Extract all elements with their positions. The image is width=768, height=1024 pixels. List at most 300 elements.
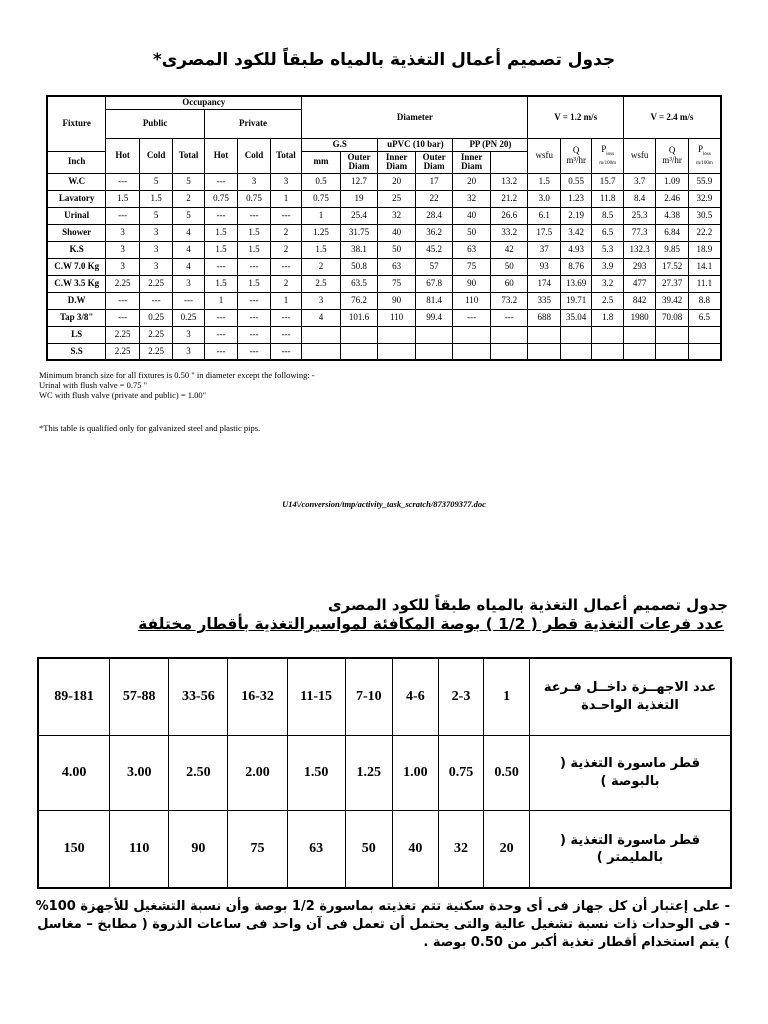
cell-pp-inner: 26.6 bbox=[490, 207, 528, 224]
cell-public-total: 3 bbox=[173, 275, 204, 292]
cell-p-2: 18.9 bbox=[688, 241, 721, 258]
cell-pp-inner: 33.2 bbox=[490, 224, 528, 241]
device-count-cell: 7-10 bbox=[345, 658, 393, 735]
cell-pp-inner bbox=[490, 326, 528, 343]
cell-wsfu-2: 77.3 bbox=[623, 224, 655, 241]
device-count-cell: 1 bbox=[484, 658, 530, 735]
cell-wsfu-2: 293 bbox=[623, 258, 655, 275]
cell-private-total: 1 bbox=[270, 292, 301, 309]
cell-public-total: 4 bbox=[173, 224, 204, 241]
cell-public-cold: 3 bbox=[139, 241, 172, 258]
cell-upvc-inner: 22 bbox=[415, 190, 453, 207]
header-upvc: uPVC (10 bar) bbox=[378, 138, 453, 151]
header-public-total: Total bbox=[173, 138, 204, 173]
device-count-cell: 11-15 bbox=[287, 658, 345, 735]
cell-p-1: 6.5 bbox=[592, 224, 623, 241]
cell-pp-outer: 32 bbox=[453, 190, 491, 207]
cell-private-total: --- bbox=[270, 258, 301, 275]
cell-gs-mm: 50.8 bbox=[340, 258, 378, 275]
cell-gs-inch: 1.5 bbox=[302, 241, 341, 258]
header-q-2 bbox=[656, 138, 688, 173]
table-row bbox=[47, 173, 721, 190]
cell-p-1: 3.9 bbox=[592, 258, 623, 275]
diameter-inch-cell: 0.50 bbox=[484, 735, 530, 811]
fixture-table-body bbox=[47, 173, 721, 360]
cell-public-cold: 3 bbox=[139, 258, 172, 275]
cell-private-cold: 0.75 bbox=[238, 190, 270, 207]
cell-public-hot: --- bbox=[106, 207, 139, 224]
cell-q-1: 8.76 bbox=[560, 258, 591, 275]
cell-public-total: 3 bbox=[173, 326, 204, 343]
header-velocity-1: V = 1.2 m/s bbox=[528, 96, 623, 138]
cell-private-cold: --- bbox=[238, 258, 270, 275]
device-count-cell: 57-88 bbox=[110, 658, 169, 735]
cell-gs-mm: 12.7 bbox=[340, 173, 378, 190]
table-row bbox=[47, 275, 721, 292]
device-count-cell: 2-3 bbox=[438, 658, 484, 735]
q-unit: m³/hr bbox=[662, 154, 682, 165]
diameter-mm-cell: 50 bbox=[345, 811, 393, 888]
note-urinal: Urinal with flush valve = 0.75 " bbox=[39, 380, 148, 390]
diameter-mm-cell: 20 bbox=[484, 811, 530, 888]
cell-gs-mm: 63.5 bbox=[340, 275, 378, 292]
device-count-cell: 16-32 bbox=[228, 658, 287, 735]
cell-public-hot: 3 bbox=[106, 224, 139, 241]
header-wsfu-2: wsfu bbox=[623, 138, 655, 173]
cell-q-1: 2.19 bbox=[560, 207, 591, 224]
cell-gs-mm bbox=[340, 343, 378, 360]
cell-wsfu-1: 335 bbox=[528, 292, 560, 309]
cell-pp-outer: 50 bbox=[453, 224, 491, 241]
cell-public-hot: 1.5 bbox=[106, 190, 139, 207]
cell-upvc-inner: 45.2 bbox=[415, 241, 453, 258]
header-pp: PP (PN 20) bbox=[453, 138, 528, 151]
header-public-cold: Cold bbox=[139, 138, 172, 173]
cell-private-cold: 1.5 bbox=[238, 224, 270, 241]
cell-gs-inch: 0.75 bbox=[302, 190, 341, 207]
cell-q-1: 1.23 bbox=[560, 190, 591, 207]
header-fixture: Fixture bbox=[47, 96, 106, 151]
device-count-cell: 4-6 bbox=[393, 658, 439, 735]
cell-private-cold: --- bbox=[238, 309, 270, 326]
cell-upvc-inner: 81.4 bbox=[415, 292, 453, 309]
cell-upvc-outer: 63 bbox=[378, 258, 416, 275]
diameter-inch-cell: 2.00 bbox=[228, 735, 287, 811]
header-p-2 bbox=[688, 138, 721, 173]
header-private: Private bbox=[204, 109, 301, 138]
cell-pp-inner: 21.2 bbox=[490, 190, 528, 207]
cell-private-total: 2 bbox=[270, 224, 301, 241]
cell-pp-outer: 90 bbox=[453, 275, 491, 292]
cell-q-1: 13.69 bbox=[560, 275, 591, 292]
cell-upvc-outer: 25 bbox=[378, 190, 416, 207]
row-diameter-mm bbox=[38, 811, 731, 888]
cell-p-1: 1.8 bbox=[592, 309, 623, 326]
cell-upvc-inner: 28.4 bbox=[415, 207, 453, 224]
diameter-inch-cell: 1.25 bbox=[345, 735, 393, 811]
cell-private-total: 2 bbox=[270, 241, 301, 258]
cell-wsfu-1 bbox=[528, 343, 560, 360]
p-unit: m/100m bbox=[696, 160, 713, 166]
cell-public-cold: --- bbox=[139, 292, 172, 309]
cell-public-hot: 2.25 bbox=[106, 343, 139, 360]
cell-private-cold: --- bbox=[238, 343, 270, 360]
cell-upvc-outer bbox=[378, 326, 416, 343]
p-label: P bbox=[698, 143, 704, 154]
cell-fixture: C.W 7.0 Kg bbox=[47, 258, 106, 275]
cell-p-1: 11.8 bbox=[592, 190, 623, 207]
cell-wsfu-1 bbox=[528, 326, 560, 343]
cell-gs-inch: 0.5 bbox=[302, 173, 341, 190]
cell-gs-inch: 4 bbox=[302, 309, 341, 326]
cell-q-1 bbox=[560, 343, 591, 360]
cell-wsfu-2: 1980 bbox=[623, 309, 655, 326]
cell-private-cold: --- bbox=[238, 326, 270, 343]
cell-p-2: 30.5 bbox=[688, 207, 721, 224]
cell-p-1: 3.2 bbox=[592, 275, 623, 292]
cell-private-hot: 1.5 bbox=[204, 224, 237, 241]
cell-p-2 bbox=[688, 343, 721, 360]
cell-fixture: K.S bbox=[47, 241, 106, 258]
cell-private-hot: 1.5 bbox=[204, 241, 237, 258]
diameter-inch-cell: 2.50 bbox=[169, 735, 228, 811]
diameter-mm-cell: 75 bbox=[228, 811, 287, 888]
section2-title: جدول تصميم أعمال التغذية بالمياه طبقاً للكود المصرى bbox=[327, 596, 728, 614]
cell-pp-outer: 20 bbox=[453, 173, 491, 190]
header-velocity-2: V = 2.4 m/s bbox=[623, 96, 721, 138]
cell-public-hot: --- bbox=[106, 309, 139, 326]
header-upvc-inner: Inner Diam bbox=[378, 151, 416, 173]
cell-pp-inner: 42 bbox=[490, 241, 528, 258]
cell-gs-inch: 1 bbox=[302, 207, 341, 224]
fixture-design-table bbox=[46, 95, 722, 361]
header-pp-outer: Outer Diam bbox=[415, 151, 453, 173]
header-private-hot: Hot bbox=[204, 138, 237, 173]
header-diameter: Diameter bbox=[302, 96, 528, 138]
cell-q-2: 70.08 bbox=[656, 309, 688, 326]
cell-p-1: 15.7 bbox=[592, 173, 623, 190]
header-public-hot: Hot bbox=[106, 138, 139, 173]
cell-p-2: 55.9 bbox=[688, 173, 721, 190]
cell-wsfu-1: 37 bbox=[528, 241, 560, 258]
cell-private-hot: --- bbox=[204, 173, 237, 190]
cell-upvc-inner bbox=[415, 326, 453, 343]
cell-q-2: 1.09 bbox=[656, 173, 688, 190]
header-occupancy: Occupancy bbox=[106, 96, 302, 109]
cell-pp-inner: 73.2 bbox=[490, 292, 528, 309]
cell-private-cold: 1.5 bbox=[238, 241, 270, 258]
cell-wsfu-2: 132.3 bbox=[623, 241, 655, 258]
cell-gs-mm: 25.4 bbox=[340, 207, 378, 224]
diameter-inch-label: قطر ماسورة التغذية ( بالبوصة ) bbox=[530, 735, 732, 811]
diameter-mm-cell: 40 bbox=[393, 811, 439, 888]
section2-notes bbox=[30, 898, 730, 952]
cell-gs-mm: 31.75 bbox=[340, 224, 378, 241]
cell-gs-mm: 76.2 bbox=[340, 292, 378, 309]
diameter-mm-cell: 150 bbox=[38, 811, 110, 888]
cell-q-2: 2.46 bbox=[656, 190, 688, 207]
cell-pp-outer: 75 bbox=[453, 258, 491, 275]
cell-pp-inner: --- bbox=[490, 309, 528, 326]
cell-fixture: C.W 3.5 Kg bbox=[47, 275, 106, 292]
cell-fixture: W.C bbox=[47, 173, 106, 190]
cell-gs-inch: 2 bbox=[302, 258, 341, 275]
cell-wsfu-2: 842 bbox=[623, 292, 655, 309]
note-min-branch: Minimum branch size for all fixtures is 0.50 " in diameter except the following: - bbox=[39, 370, 315, 380]
cell-private-cold: 3 bbox=[238, 173, 270, 190]
cell-private-cold: 1.5 bbox=[238, 275, 270, 292]
diameter-mm-label: قطر ماسورة التغذية ( بالمليمتر ) bbox=[530, 811, 732, 888]
cell-upvc-inner: 57 bbox=[415, 258, 453, 275]
table-row bbox=[47, 343, 721, 360]
cell-private-cold: --- bbox=[238, 292, 270, 309]
cell-upvc-outer: 75 bbox=[378, 275, 416, 292]
cell-p-1: 2.5 bbox=[592, 292, 623, 309]
branch-diameter-table bbox=[37, 657, 732, 889]
cell-upvc-outer: 50 bbox=[378, 241, 416, 258]
cell-public-hot: --- bbox=[106, 292, 139, 309]
cell-q-1: 35.04 bbox=[560, 309, 591, 326]
cell-pp-outer: 40 bbox=[453, 207, 491, 224]
cell-upvc-inner: 99.4 bbox=[415, 309, 453, 326]
cell-q-2: 4.38 bbox=[656, 207, 688, 224]
cell-q-1: 19.71 bbox=[560, 292, 591, 309]
cell-fixture: D.W bbox=[47, 292, 106, 309]
cell-upvc-inner: 17 bbox=[415, 173, 453, 190]
cell-public-cold: 3 bbox=[139, 224, 172, 241]
cell-private-hot: --- bbox=[204, 207, 237, 224]
cell-private-total: --- bbox=[270, 309, 301, 326]
cell-q-2: 27.37 bbox=[656, 275, 688, 292]
diameter-inch-cell: 4.00 bbox=[38, 735, 110, 811]
cell-private-hot: --- bbox=[204, 258, 237, 275]
cell-wsfu-2: 3.7 bbox=[623, 173, 655, 190]
cell-fixture: Lavatory bbox=[47, 190, 106, 207]
cell-gs-inch: 3 bbox=[302, 292, 341, 309]
header-upvc-outer: Outer Diam bbox=[340, 151, 378, 173]
table-row bbox=[47, 292, 721, 309]
diameter-mm-cell: 110 bbox=[110, 811, 169, 888]
header-public: Public bbox=[106, 109, 204, 138]
cell-upvc-outer: 20 bbox=[378, 173, 416, 190]
diameter-inch-cell: 1.50 bbox=[287, 735, 345, 811]
p-unit: m/100m bbox=[599, 160, 616, 166]
cell-q-1 bbox=[560, 326, 591, 343]
cell-p-1: 5.3 bbox=[592, 241, 623, 258]
cell-upvc-outer: 32 bbox=[378, 207, 416, 224]
cell-gs-inch bbox=[302, 326, 341, 343]
cell-p-2 bbox=[688, 326, 721, 343]
cell-private-total: --- bbox=[270, 343, 301, 360]
cell-q-2: 39.42 bbox=[656, 292, 688, 309]
cell-private-hot: --- bbox=[204, 309, 237, 326]
cell-upvc-outer: 90 bbox=[378, 292, 416, 309]
cell-p-2: 32.9 bbox=[688, 190, 721, 207]
row-diameter-inch bbox=[38, 735, 731, 811]
q-unit: m³/hr bbox=[566, 154, 587, 165]
cell-gs-mm: 19 bbox=[340, 190, 378, 207]
cell-public-total: 5 bbox=[173, 207, 204, 224]
header-mm: mm bbox=[302, 151, 341, 173]
table-row bbox=[47, 258, 721, 275]
page-title: جدول تصميم أعمال التغذية بالمياه طبقاً للكود المصرى* bbox=[152, 50, 616, 70]
cell-public-cold: 5 bbox=[139, 173, 172, 190]
cell-upvc-outer: 110 bbox=[378, 309, 416, 326]
cell-pp-inner bbox=[490, 343, 528, 360]
cell-fixture: Urinal bbox=[47, 207, 106, 224]
cell-gs-mm: 38.1 bbox=[340, 241, 378, 258]
table-row bbox=[47, 309, 721, 326]
note-qualification: *This table is qualified only for galvanized steel and plastic pips. bbox=[39, 423, 261, 433]
cell-wsfu-1: 6.1 bbox=[528, 207, 560, 224]
cell-public-cold: 2.25 bbox=[139, 275, 172, 292]
header-gs: G.S bbox=[302, 138, 378, 151]
cell-public-total: 4 bbox=[173, 241, 204, 258]
cell-wsfu-1: 3.0 bbox=[528, 190, 560, 207]
cell-private-hot: 0.75 bbox=[204, 190, 237, 207]
cell-fixture: LS bbox=[47, 326, 106, 343]
cell-private-total: 2 bbox=[270, 275, 301, 292]
cell-pp-inner: 13.2 bbox=[490, 173, 528, 190]
cell-gs-inch: 2.5 bbox=[302, 275, 341, 292]
cell-public-total: 5 bbox=[173, 173, 204, 190]
cell-wsfu-1: 17.5 bbox=[528, 224, 560, 241]
cell-private-total: 3 bbox=[270, 173, 301, 190]
header-p-1 bbox=[592, 138, 623, 173]
document-path: U14\/conversion/tmp/activity_task_scratch/873709377.doc bbox=[282, 499, 486, 509]
cell-public-hot: 3 bbox=[106, 241, 139, 258]
cell-public-hot: 3 bbox=[106, 258, 139, 275]
cell-fixture: S.S bbox=[47, 343, 106, 360]
header-private-total: Total bbox=[270, 138, 301, 173]
cell-q-2: 9.85 bbox=[656, 241, 688, 258]
cell-upvc-inner: 67.8 bbox=[415, 275, 453, 292]
cell-private-hot: 1.5 bbox=[204, 275, 237, 292]
cell-pp-outer: 110 bbox=[453, 292, 491, 309]
diameter-inch-cell: 3.00 bbox=[110, 735, 169, 811]
cell-pp-outer bbox=[453, 343, 491, 360]
cell-wsfu-1: 174 bbox=[528, 275, 560, 292]
cell-upvc-inner: 36.2 bbox=[415, 224, 453, 241]
diameter-mm-cell: 32 bbox=[438, 811, 484, 888]
section2-subtitle: عدد فرعات التغذية قطر ( 1/2 ) بوصة المكافئة لمواسيرالتغذية بأقطار مختلفة bbox=[138, 615, 724, 633]
cell-gs-mm bbox=[340, 326, 378, 343]
cell-private-total: --- bbox=[270, 326, 301, 343]
cell-q-2 bbox=[656, 326, 688, 343]
header-q-1 bbox=[560, 138, 591, 173]
cell-p-1: 8.5 bbox=[592, 207, 623, 224]
cell-q-1: 0.55 bbox=[560, 173, 591, 190]
row-device-count bbox=[38, 658, 731, 735]
cell-q-2 bbox=[656, 343, 688, 360]
cell-wsfu-1: 1.5 bbox=[528, 173, 560, 190]
cell-gs-inch bbox=[302, 343, 341, 360]
cell-wsfu-1: 688 bbox=[528, 309, 560, 326]
diameter-inch-cell: 1.00 bbox=[393, 735, 439, 811]
cell-wsfu-2: 8.4 bbox=[623, 190, 655, 207]
cell-upvc-outer: 40 bbox=[378, 224, 416, 241]
header-inch: Inch bbox=[47, 151, 106, 173]
cell-public-total: 4 bbox=[173, 258, 204, 275]
device-count-label: عدد الاجهــزة داخــل فـرعة التغذية الواحـدة bbox=[530, 658, 732, 735]
cell-private-total: --- bbox=[270, 207, 301, 224]
cell-public-total: 2 bbox=[173, 190, 204, 207]
diameter-mm-cell: 90 bbox=[169, 811, 228, 888]
cell-public-hot: --- bbox=[106, 173, 139, 190]
cell-pp-outer: --- bbox=[453, 309, 491, 326]
cell-private-total: 1 bbox=[270, 190, 301, 207]
cell-p-1 bbox=[592, 343, 623, 360]
cell-q-1: 4.93 bbox=[560, 241, 591, 258]
diameter-mm-cell: 63 bbox=[287, 811, 345, 888]
cell-public-total: 0.25 bbox=[173, 309, 204, 326]
device-count-cell: 89-181 bbox=[38, 658, 110, 735]
p-sub: loss bbox=[703, 151, 711, 157]
cell-pp-outer bbox=[453, 326, 491, 343]
table-row bbox=[47, 224, 721, 241]
cell-private-hot: --- bbox=[204, 343, 237, 360]
diameter-inch-cell: 0.75 bbox=[438, 735, 484, 811]
cell-p-2: 22.2 bbox=[688, 224, 721, 241]
cell-private-hot: --- bbox=[204, 326, 237, 343]
p-label: P bbox=[601, 143, 607, 154]
cell-public-cold: 5 bbox=[139, 207, 172, 224]
cell-private-hot: 1 bbox=[204, 292, 237, 309]
header-pp-inner: Inner Diam bbox=[453, 151, 491, 173]
cell-public-hot: 2.25 bbox=[106, 326, 139, 343]
cell-wsfu-2 bbox=[623, 343, 655, 360]
q-label: Q bbox=[668, 145, 676, 156]
header-private-cold: Cold bbox=[238, 138, 270, 173]
cell-wsfu-2 bbox=[623, 326, 655, 343]
cell-gs-mm: 101.6 bbox=[340, 309, 378, 326]
cell-p-2: 8.8 bbox=[688, 292, 721, 309]
cell-fixture: Tap 3/8" bbox=[47, 309, 106, 326]
cell-p-2: 14.1 bbox=[688, 258, 721, 275]
cell-upvc-outer bbox=[378, 343, 416, 360]
cell-p-2: 11.1 bbox=[688, 275, 721, 292]
table-row bbox=[47, 207, 721, 224]
cell-public-cold: 2.25 bbox=[139, 326, 172, 343]
note-wc: WC with flush valve (private and public) = 1.00" bbox=[39, 390, 207, 400]
cell-gs-inch: 1.25 bbox=[302, 224, 341, 241]
table-row bbox=[47, 326, 721, 343]
note-peak-hours: - فى الوحدات ذات نسبة تشغيل عالية والتى يحتمل أن تعمل فى آن واحد فى ساعات الذروة ( مطابخ – مغاسل ) يتم استخدام أقطار تغذية أكبر من 0.50 بوصة . bbox=[37, 917, 730, 950]
cell-public-hot: 2.25 bbox=[106, 275, 139, 292]
cell-pp-inner: 60 bbox=[490, 275, 528, 292]
cell-q-2: 6.84 bbox=[656, 224, 688, 241]
header-wsfu-1: wsfu bbox=[528, 138, 560, 173]
p-sub: loss bbox=[606, 151, 615, 157]
table-row bbox=[47, 241, 721, 258]
cell-p-2: 6.5 bbox=[688, 309, 721, 326]
cell-private-cold: --- bbox=[238, 207, 270, 224]
table-row bbox=[47, 190, 721, 207]
cell-wsfu-2: 25.3 bbox=[623, 207, 655, 224]
cell-q-1: 3.42 bbox=[560, 224, 591, 241]
cell-public-total: --- bbox=[173, 292, 204, 309]
cell-pp-inner: 50 bbox=[490, 258, 528, 275]
cell-public-cold: 2.25 bbox=[139, 343, 172, 360]
cell-public-total: 3 bbox=[173, 343, 204, 360]
note-operation-ratio: - على إعتبار أن كل جهاز فى أى وحدة سكنية تتم تغذيته بماسورة 1/2 بوصة وأن نسبة التشغيل للأجهزة 100% bbox=[35, 899, 730, 914]
cell-public-cold: 1.5 bbox=[139, 190, 172, 207]
cell-fixture: Shower bbox=[47, 224, 106, 241]
cell-q-2: 17.52 bbox=[656, 258, 688, 275]
cell-wsfu-1: 93 bbox=[528, 258, 560, 275]
cell-upvc-inner bbox=[415, 343, 453, 360]
cell-pp-outer: 63 bbox=[453, 241, 491, 258]
